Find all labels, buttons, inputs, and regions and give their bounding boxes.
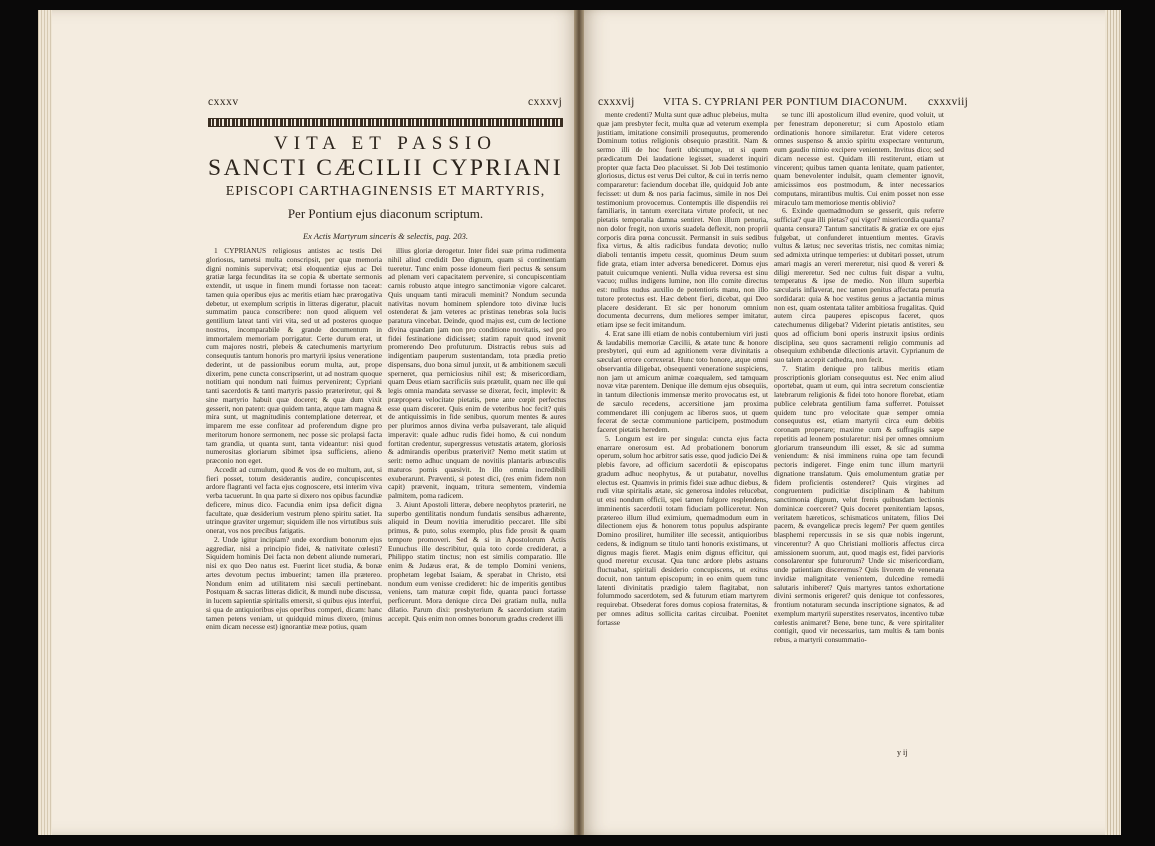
title-vita-et-passio: VITA ET PASSIO	[274, 133, 497, 154]
left-page-edges	[38, 10, 52, 835]
title-author-line: Per Pontium ejus diaconum scriptum.	[287, 206, 484, 221]
paragraph: 6. Exinde quemadmodum se gesserit, quis referre sufficiat? quæ illi pietas? qui vigor? misericordia quanta? quanta censura? Tantum sanctitatis & gratiæ ex ore ejus fulgebat, ut confunderet intuentium mentes. Gravis vultus & lætus; nec severitas tristis, nec comitas nimia; sed admixta utrinque temperies: ut dubitari posset, utrum amari magis an vereri mereretur, nisi quod & vereri & diligi mereretur. Sed nec cultus fuit dispar a vultu, temperatus & ipse de medio. Non illum superbia sæcularis inflaverat, nec tamen penitus affectata penuria sordidarat: quia & hoc vestitus genus a jactantia minus non est, quam ostentata taliter ambitiosa frugalitas. Quid autem circa pauperes episcopus faceret, quos catechumenus diligebat? Viderint pietatis antistites, seu quos ad officium boni operis instruxit ipsius ordinis disciplina, seu quos sacramenti religio communis ad obsequium exhibendæ dilectionis artavit. Cyprianum de suo talem accepit cathedra, non fecit.	[774, 206, 944, 364]
right-page-number-right: cxxxviij	[928, 96, 969, 108]
source-citation: Ex Actis Martyrum sinceris & selectis, pag. 203.	[302, 231, 469, 241]
left-page-column-2	[388, 247, 566, 787]
book-gutter	[574, 10, 584, 835]
left-page-column-1	[206, 247, 382, 787]
paragraph: 4. Erat sane illi etiam de nobis contubernium viri justi & laudabilis memoriæ Cæcilii, & ætate tunc & honore presbyteri, qui eum ad agnitionem veræ divinitatis a sæculari errore correxerat. Hunc toto honore, atque omni observantia diligebat, obsequenti veneratione suspiciens, non jam ut amicum animæ coæqualem, sed tamquam novæ vitæ parentem. Denique ille demum ejus obsequiis, in tantum dilectionis immensæ merito provocatus est, ut de sæculo recedens, accersitione jam proxima commendaret illi conjugem ac liberos suos, ut quem fecerat de sectæ communione participem, postmodum faceret pietatis heredem.	[597, 328, 768, 434]
paragraph: illius gloriæ derogetur. Inter fidei suæ prima rudimenta nihil aliud credidit Deo dignum, quam si continentiam tueretur. Tunc enim posse idoneum fieri pectus & sensum ad plenam veri capacitatem pervenire, si concupiscentiam carnis robusto atque integro sanctimoniæ vigore calcaret. Quis unquam tanti miraculi meminit? Nondum secunda nativitas novum hominem splendore toto divinæ lucis ostenderat & jam veteres ac pristinas tenebras sola lucis paratura vincebat. Deinde, quod majus est, cum de lectione divina quædam jam non pro conditione novitatis, sed pro fidei festinatione didicisset; statim rapuit quod invenit promerendo Deo profuturum. Distractis rebus suis ad indigentiam pauperum sustentandam, tota prædia pretio dispensans, duo bona simul junxit, ut & ambitionem sæculi sperneret, qua perniciosius nihil est; & misericordiam, quam Deus etiam sacrificiis suis prætulit, quam nec ille qui legis omnia mandata servasse se dixerat, fecit, implevit: & præpropera velocitate pietatis, pene ante cœpit perfectus esse quam disceret. Quis enim de veteribus hoc fecit? quis de antiquissimis in fide senibus, quorum mentes & aures per plurimos annos divina verba pulsaverant, tale aliquid imperavit: quale adhuc rudis fidei homo, & cui nondum fortitan credentur, supergressus vetustatis ætatem, gloriosis & admirandis operibus præterivit? Nemo metit statim ut serit: nemo adhuc unquam de novitiis plantaris arbusculis maturos pomis quæsivit. In illo omnia incredibili exuberarunt. Præventi, si potest dici, (res enim fidem non capit) prævenit, inquam, tritura sementem, vindemia palmitem, poma radicem.	[388, 247, 566, 500]
left-page-number-left: cxxxv	[208, 96, 239, 108]
right-page-column-2	[774, 111, 944, 743]
paragraph: mente credenti? Multa sunt quæ adhuc plebeius, multa quæ jam presbyter fecit, multa quæ ad veterum exempla justitiam, imitatione consimili prosequutus, promerendo Dominum totius religionis obsequio præstitit. Nam & sermo illi de hoc fuerit ubicumque, ut si quem prædicatum Dei laudatione legisset, suaderet inquiri propter quæ facta Deo placuisset. Si Job Dei testimonio gloriosus, dictus est verus Dei cultor, & cui in terris nemo compararetur: faciendum docebat ille, quidquid Job ante fecisset: ut dum & nos paria facimus, simile in nos Dei testimonium provocemus. Contemptis ille dispendiis rei familiaris, in tantum exercitata virtute profecit, ut nec pietatis temporalia damna sentiret. Non illum penuria, non dolor fregit, non uxoris suadela deflexit, non proprii corporis dira pœna concussit. Permansit in suis sedibus fixa virtus, & altis radicibus fundata devotio; nullo diaboli tentantis impetu cessit, quominus Deum suum fide grata, etiam inter adversa benediceret. Domus ejus patuit cuicumque venienti. Nulla vidua reversa est sinu vacuo; nullus indigens lumine, non illo comite directus est: nullus nudus auxilio de potentioris manu, non illo tutore protectus est. Hæc debent fieri, dicebat, qui Deo placere desiderant. Et sic per honorum omnium documenta decurrens, dum meliores semper imitatur, etiam ipse se fecit imitandum.	[597, 111, 768, 329]
paragraph: Accedit ad cumulum, quod & vos de eo multum, aut, si fieri posset, totum desiderantis audire, concupiscentes ardore flagranti vel facta ejus cognoscere, etsi interim viva verba tacuerunt. In qua parte si dixero nos opibus facundiæ deficere, minus dico. Facundia enim ipsa deficit digna facultate, quæ desiderium vestrum pleno spiritu satiet. Ita utrinque graviter urgemur; siquidem ille nos virtutibus suis onerat, vos nos precibus fatigatis.	[206, 464, 382, 535]
paragraph: 2. Unde igitur incipiam? unde exordium bonorum ejus aggrediar, nisi a principio fidei, & nativitate cœlesti? Siquidem hominis Dei facta non debent aliunde numerari, nisi ex quo Deo natus est. Fuerint licet studia, & bonæ artes devotum pectus imbuerint; tamen illa prætereo. Nondum enim ad utilitatem nisi sæculi pertinebant. Postquam & sacras litteras didicit, & mundi nube discussa, in lucem sapientiæ spiritalis emersit, si quibus ejus interfui, si qua de antiquioribus ejus operibus comperi, dicam: hanc tamen petens veniam, ut quidquid minus dixero, (minus enim dicam necesse est) ignorantiæ meæ potius, quam	[206, 534, 382, 632]
title-bishop-line: EPISCOPI CARTHAGINENSIS ET MARTYRIS,	[225, 184, 546, 199]
title-saint-name: SANCTI CÆCILII CYPRIANI	[208, 155, 564, 181]
paragraph: 5. Longum est ire per singula: cuncta ejus facta enarrare onerosum est. Ad probationem bonorum operum, solum hoc arbitror satis esse, quod judicio Dei & plebis favore, ad officium sacerdotii & episcopatus gradum adhuc neophytus, & ut putabatur, novellus electus est. Quamvis in primis fidei suæ adhuc diebus, & rudi vitæ spiritalis ætate, sic generosa indoles relucebat, ut etsi nondum officii, spei tamen fulgore resplendens, imminentis sacerdotii totam fiduciam polliceretur. Non prætereo illum illud eximium, quemadmodum eum in dilectionem ejus & honorem totus populus adspirante Domino prosiliret, humiliter ille secessit, antiquioribus cedens, & indignum se titulo tanti honoris existimans, ut dignus magis fieret. Magis enim dignus efficitur, qui quod meretur excusat. Qua tunc ardore plebs astuans fluctuabat, spiritali desiderio concupiscens, ut exitus docuit, non tantum episcopum; in eo enim quem tunc latenti divinitatis prædigio talem flagitabat, non folummodo sacerdotem, sed & futurum etiam martyrem requirebat. Obsederat fores domus copiosa fraternitas, & per omnes aditus sollicita caritas circuibat. Poenitet fortasse	[597, 433, 768, 627]
paragraph: 1 CYPRIANUS religiosus antistes ac testis Dei gloriosus, tametsi multa conscripsit, per quæ memoria digni nominis supervivat; etsi eloquentiæ ejus ac Dei gratiæ larga fecunditas ita se copia & ubertate sermonis extendit, ut usque in finem mundi fortasse non taceat: tamen quia operibus ejus ac meritis etiam hæc prærogativa debetur, ut exemplum scriptis in litteras digeratur, placuit summatim pauca conscribere: non quod aliquem vel gentilium lateat tanti viri vita, sed ut ad posteros quoque nostros, incomparabile & grande documentum in immortalem memoriam porrigatur. Certe durum erat, ut cum majores nostri, plebeis & catechumenis martyrium consequutis tantum honoris pro martyrii ipsius veneratione dederint, ut de passionibus eorum multa, aut, prope dixerim, pene cuncta conscripserint, ut ad nostram quoque notitiam qui nondum nati fuimus pervenirent; Cypriani tanti sacerdotis & tanti martyris passio præteriretur, qui & sine martyrio habuit quæ doceret; & quæ dum vixit gesserit, non patent: quæ quidem tanta, atque tam magna & mira sunt, ut magnitudinis contemplatione deterrear, et imparem me esse confitear ad proferendum digne pro meritorum honore sermonem, nec posse sic prolapsi facta tam grandia, ut quanta sunt, tanta videantur: nisi quod numerositas gloriarum sibimet ipsa sufficiens, alieno præconio non eget.	[206, 247, 382, 465]
left-page-number-right: cxxxvj	[528, 96, 563, 108]
right-running-title: VITA S. CYPRIANI PER PONTIUM DIACONUM.	[663, 96, 908, 108]
right-page-number-left: cxxxvij	[598, 96, 635, 108]
ornament-rule	[208, 118, 563, 127]
signature-mark: y ij	[897, 748, 908, 757]
paragraph: se tunc illi apostolicum illud evenire, quod voluit, ut per fenestram deponeretur; si cum Apostolo etiam ordinationis honore similaretur. Erat videre ceteros omnes suspenso & anxio spiritu exspectare venturum, eum gaudio nimio excipere venientem. Invitus dico; sed dicam necesse est. Quidam illi restiterunt, etiam ut vincerent; quibus tamen quanta lenitate, quam patienter, quam benevolenter indulsit, quam clementer ignovit, amicissimos eos postmodum, & inter necessarios computans, mirantibus multis. Cui enim posset non esse miraculo tam memoriose mentis oblivio?	[774, 111, 944, 207]
right-page-column-1	[597, 111, 768, 743]
paragraph: 7. Statim denique pro talibus meritis etiam proscriptionis gloriam consequutus est. Nec enim aliud oportebat, quam ut eum, qui intra secretum conscientiæ latebrarum religionis & fidei toto honore florebat, etiam publice celebrata gentilium fama sufferret. Potuisset quidem tunc pro velocitate quæ semper omnia consequutus est, etiam martyrii circa eum debitis coronam properare; maxime cum & suffragiis sæpe repetitis ad leonem postularetur: nisi per omnes omnium gloriarum transeundum illi esset, & sic ad summa veniendum: & nisi imminens ruina ope tam fecundi pectoris indigeret. Finge enim tunc illum martyrii dignatione translatum. Quis emolumentum gratiæ per fidem proficientis ostenderet? Quis virgines ad congruentem pudicitiæ disciplinam & habitum sanctimonia dignum, velut frenis quibusdam lectionis dominicæ coerceret? Quis doceret pœnitentiam lapsos, veritatem hæreticos, schismaticos unitatem, filios Dei pacem, & evangelicæ precis legem? Per quem gentiles blasphemi repercussis in se sis quæ nobis ingerunt, vincerentur? A quo Christiani mollioris affectus circa amissionem suorum, aut, quod magis est, fidei parvioris consolarentur spe futurorum? Unde sic misericordiam, unde patientiam disceremus? Quis livorem de venenata invidiæ malignitate venientem, dulcedine remedii salutaris inhiberet? Quis martyres tantos exhortatione divini sermonis erigeret? quis denique tot confessores, frontium notaturam secunda inscriptione signatos, & ad exemplum martyrii superstites reservatos, incentivo tubæ cœlestis animaret? Bene, bene tunc, & vere spiritaliter contigit, quod vir necessarius, tam multis & tam bonis rebus, a martyrii consummatio-	[774, 363, 944, 644]
paragraph: 3. Aiunt Apostoli litteræ, debere neophytos præteriri, ne superbo gentilitatis nondum fundatis sensibus adhærente, aliquid in Deum novitia imeruditio peccaret. Ille sibi primus, & puto, solus exemplo, plus fide prosit & quam tempore promoveri. Sed & si in Apostolorum Actis Eunuchus ille describitur, quia toto corde crediderat, a Philippo statim tinctus; non est similis comparatio. Ille enim & Judæus erat, & de templo Domini veniens, prophetam legebat Isaiam, & sperabat in Christo, etsi nondum eum venisse credideret: hic de imperitis gentibus veniens, tam maturæ cœpit fide, quanta pauci fortasse perficerunt. Mora denique circa Dei gratiam nulla, nulla dilatio. Parum dixi: presbyterium & sacerdotium statim accepit. Quis enim non omnes bonorum gradus crederet illi	[388, 499, 566, 623]
right-page-edges	[1105, 10, 1121, 835]
